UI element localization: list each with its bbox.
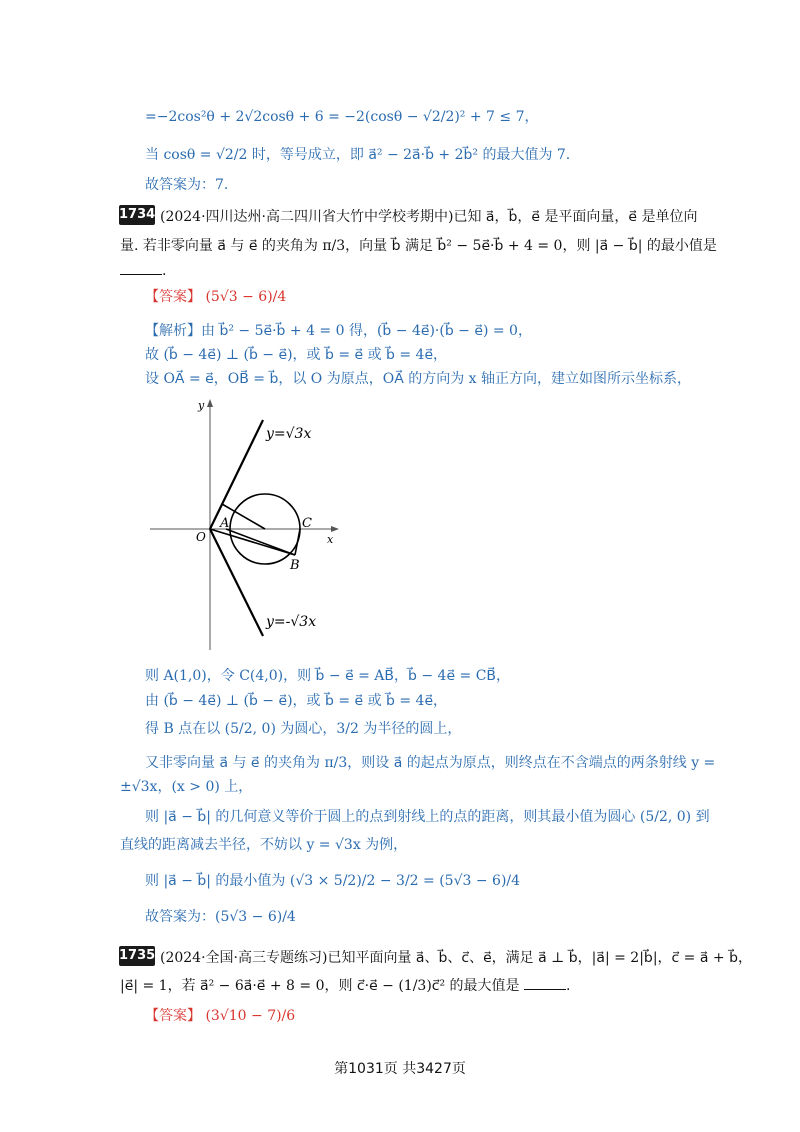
page-footer: 第1031页 共3427页 <box>334 1061 466 1077</box>
analysis-line-1: 【解析】由 b⃗² − 5e⃗·b⃗ + 4 = 0 得，(b⃗ − 4e⃗)·(b⃗ − e⃗) = 0， <box>145 323 532 339</box>
analysis-line-8: ±√3x，(x > 0) 上， <box>120 779 253 795</box>
analysis-line-3: 设 OA⃗ = e⃗，OB⃗ = b⃗，以 O 为原点，OA⃗ 的方向为 x 轴正方向，建立如图所示坐标系， <box>145 371 692 387</box>
prev-line-3: 故答案为：7. <box>145 177 229 193</box>
label-B: B <box>290 558 300 573</box>
label-A: A <box>220 516 230 531</box>
analysis-line-9: 则 |a⃗ − b⃗| 的几何意义等价于圆上的点到射线上的点的距离，则其最小值为圆心 (5/2, 0) 到 <box>145 809 710 825</box>
problem-text-line-1: (2024·四川达州·高二四川省大竹中学校考期中)已知 a⃗，b⃗，e⃗ 是平面向量，e⃗ 是单位向 <box>160 209 698 225</box>
label-lower-ray: y=-√3x <box>266 614 317 630</box>
problem-number-badge: 1734 <box>119 205 155 225</box>
answer-blank <box>524 977 566 990</box>
ray-lower <box>210 529 263 636</box>
label-upper-ray: y=√3x <box>266 426 312 442</box>
answer-label: 【答案】 <box>145 1008 201 1024</box>
label-y: y <box>198 399 205 412</box>
problem-text-line-2: 量. 若非零向量 a⃗ 与 e⃗ 的夹角为 π/3，向量 b⃗ 满足 b⃗² − 5e⃗·b⃗ + 4 = 0，则 |a⃗ − b⃗| 的最小值是 <box>120 238 717 254</box>
problem-number-badge: 1735 <box>119 946 155 966</box>
analysis-line-6: 得 B 点在以 (5/2, 0) 为圆心，3/2 为半径的圆上， <box>145 721 462 737</box>
answer-value: (5√3 − 6)/4 <box>205 289 287 305</box>
analysis-line-11: 则 |a⃗ − b⃗| 的最小值为 (√3 × 5/2)/2 − 3/2 = (5√3 − 6)/4 <box>145 873 521 889</box>
segment-AB <box>226 529 295 555</box>
analysis-line-2: 故 (b⃗ − 4e⃗) ⊥ (b⃗ − e⃗)，或 b⃗ = e⃗ 或 b⃗ = 4e⃗， <box>145 347 448 363</box>
analysis-label: 【解析】 <box>145 323 201 339</box>
y-axis-arrow <box>207 399 213 407</box>
problem-text-line-1: (2024·全国·高三专题练习)已知平面向量 a⃗、b⃗、c⃗、e⃗，满足 a⃗ ⊥ b⃗，|a⃗| = 2|b⃗|，c⃗ = a⃗ + b⃗， <box>160 950 752 966</box>
answer-row <box>145 286 286 306</box>
analysis-line-12: 故答案为：(5√3 − 6)/4 <box>145 909 296 925</box>
problem-text-line-3: . <box>120 262 166 279</box>
analysis-line-4: 则 A(1,0)，令 C(4,0)，则 b⃗ − e⃗ = AB⃗，b⃗ − 4e⃗ = CB⃗， <box>145 668 511 684</box>
coordinate-figure <box>150 395 350 657</box>
analysis-line-5: 由 (b⃗ − 4e⃗) ⊥ (b⃗ − e⃗)，或 b⃗ = e⃗ 或 b⃗ = 4e⃗， <box>145 693 448 709</box>
prev-line-1: =−2cos²θ + 2√2cosθ + 6 = −2(cosθ − √2/2)² + 7 ≤ 7， <box>145 109 539 125</box>
segment-OB <box>210 529 295 555</box>
problem-text-line-2: |e⃗| = 1，若 a⃗² − 6a⃗·e⃗ + 8 = 0，则 c⃗·e⃗ − (1/3)c⃗² 的最大值是 . <box>120 978 571 994</box>
prev-line-2: 当 cosθ = √2/2 时，等号成立，即 a⃗² − 2a⃗·b⃗ + 2b⃗² 的最大值为 7. <box>145 147 571 163</box>
analysis-line-7: 又非零向量 a⃗ 与 e⃗ 的夹角为 π/3，则设 a⃗ 的起点为原点，则终点在不含端点的两条射线 y = <box>145 755 716 771</box>
answer-row <box>145 1005 295 1025</box>
answer-value: (3√10 − 7)/6 <box>205 1008 296 1024</box>
label-C: C <box>302 516 312 531</box>
label-origin: O <box>196 530 206 544</box>
segment-CB <box>295 529 300 555</box>
label-x: x <box>327 533 334 546</box>
answer-blank <box>120 262 162 275</box>
answer-label: 【答案】 <box>145 289 201 305</box>
x-axis-arrow <box>331 526 339 532</box>
analysis-line-10: 直线的距离减去半径，不妨以 y = √3x 为例， <box>120 837 408 853</box>
